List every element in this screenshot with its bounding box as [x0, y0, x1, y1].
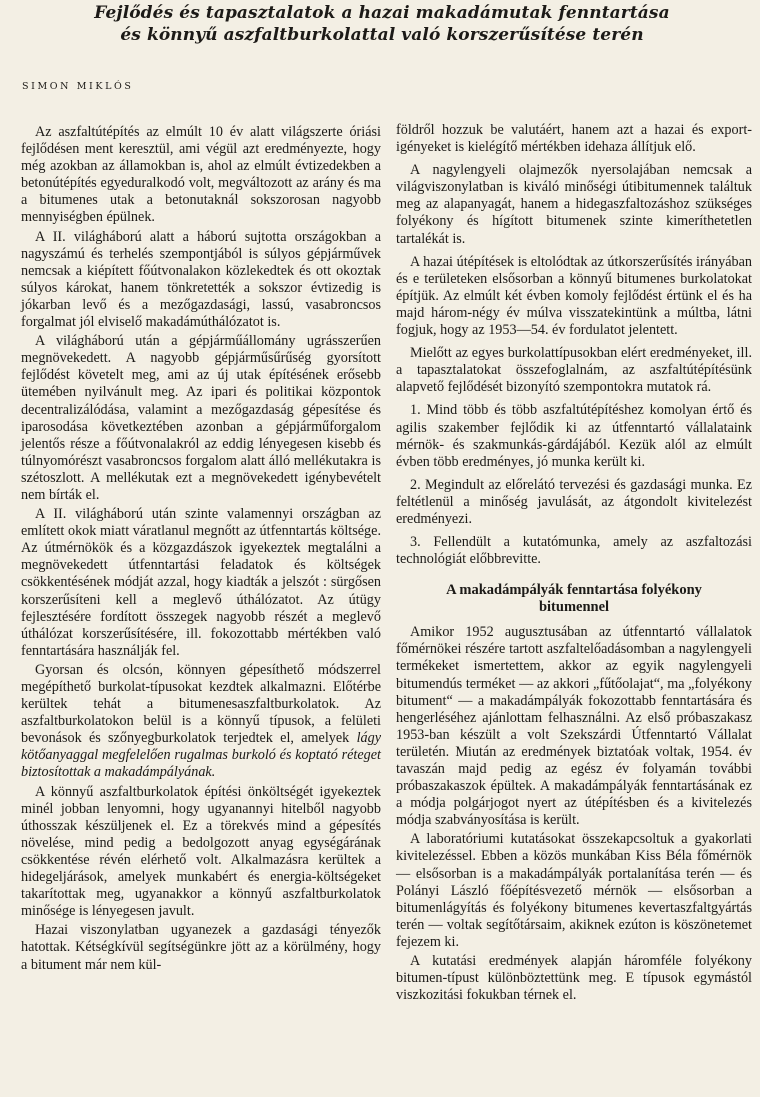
- paragraph: A nagylengyeli olajmezők nyersolajában nemcsak a világviszonylatban is kiváló minőségi útibitumennek találtuk meg az alapanyagát, hanem a hidegaszfaltozáshoz szükséges folyékony és hígított bitumenek szinte kimeríthetetlen tartalékát is.: [396, 162, 752, 247]
- paragraph: Az aszfaltútépítés az elmúlt 10 év alatt világszerte óriási fejlődésen ment keresztül, ami végül azt eredményezte, hogy még azokban az államokban is, ahol az elmúlt évtizedekben a betonútépítés egyeduralkodó volt, megváltozott az arány és ma a bitumenes utak a betonutaknál sokszorosan nagyobb mennyiségben épülnek.: [21, 124, 381, 226]
- heading-line-2: bitumennel: [538, 599, 610, 616]
- paragraph: Hazai viszonylatban ugyanezek a gazdasági tényezők hatottak. Kétségkívül segítségünkre jött az a körülmény, hogy a bitument már nem kül-: [21, 922, 381, 973]
- left-column: [21, 124, 381, 976]
- paragraph: A II. világháború alatt a háború sujtotta országokban a nagyszámú és terhelés szempontjából is súlyos gépjárművek nemcsak a kiépített főútvonalakon közlekedtek és ott okoztak súlyos károkat, hanem tönkretették a sokszor évtizedig is jókarban levő és a mezőgazdasági, lassú, vasabroncsos forgalmat jól elviselő makadámúthálózatot is.: [21, 228, 381, 331]
- paragraph: A II. világháború után szinte valamennyi országban az említett okok miatt váratlanul megnőtt az útfenntartás költsége. Az útmérnökök és a közgazdászok igyekeztek megtalálni a megnövekedett útfenntartási feladatok és költségek csökkentésének módját azzal, hogy kiadták a jelszót : sürgősen korszerűsíteni kell a meglevő úthálózatot. Az útügy fejlesztésére fordított összegek nagyobb részét a meglevő úthálózat korszerűsítésére, ill. fokozottabb mértékben való fenntartására használják fel.: [21, 506, 381, 659]
- article-title: [14, 2, 750, 46]
- paragraph-text: Gyorsan és olcsón, könnyen gépesíthető módszerrel megépíthető burkolat-típusokat kezdtek alkalmazni. Előtérbe kerültek tehát a bitumenesaszfaltburkolatok. Az aszfaltburkolatokon belül is a könnyű típusok, a felületi bevonások és szőnyegburkolatok terjedtek el, amelyek: [21, 661, 381, 747]
- paragraph: Mielőtt az egyes burkolattípusokban elért eredményeket, ill. a tapasztalatokat összefoglalnám, az aszfaltútépítésünk alapvető fejlődését bizonyító szempontokra mutatok rá.: [396, 345, 752, 396]
- paragraph: A kutatási eredmények alapján háromféle folyékony bitumen-típust különböztettünk meg. E típusok egymástól viszkozitási fokukban térnek el.: [396, 953, 752, 1004]
- paragraph: A könnyű aszfaltburkolatok építési önköltségét igyekeztek minél jobban lenyomni, hogy ugyanannyi hitelből nagyobb úthosszak készüljenek el. Ez a törekvés mind a gépesítés növelése, mind pedig a bedolgozott anyag egységárának csökkentése révén elérhető volt. Alkalmazásra kerültek a hidegeljárások, amelyek munkabért és energia-költségeket takarítottak meg, ugyanakkor a könnyű aszfaltburkolatok minősége is lényegesen javult.: [21, 783, 381, 920]
- paragraph: A hazai útépítések is eltolódtak az útkorszerűsítés irányában és e területeken elsősorban a könnyű bitumenes burkolatokat építjük. Az elmúlt két évben komoly fejlődést értünk el és ha majd három-négy év múlva visszatekintünk a múltba, látni fogjuk, hogy az 1953—54. év fordulatot jelentett.: [396, 253, 752, 339]
- paragraph-continuation: földről hozzuk be valutáért, hanem azt a hazai és export-igényeket is kielégítő mértékben idehaza állítjuk elő.: [396, 122, 752, 156]
- author-name: SIMON MIKLÓS: [22, 81, 134, 92]
- paragraph: A laboratóriumi kutatásokat összekapcsoltuk a gyakorlati kivitelezéssel. Ebben a közös munkában Kiss Béla főmérnök — elsősorban is a makadámpályák portalanítása terén — és Polányi László főépítésvezető mérnök — elsősorban a bitumenlágyítás és folyékony bitumenes kevertaszfaltgyártás terén — voltak segítőtársaim, akiknek ezúton is köszönetemet fejezem ki.: [396, 831, 752, 950]
- list-item-1: 1. Mind több és több aszfaltútépítéshez komolyan értő és agilis szakember fejlődik ki az útfenntartó vállalataink mérnök- és szakmunkás-gárdájából. Kezük alól az elmúlt évben több eredményes, jó munka került ki.: [396, 402, 752, 470]
- title-line-2: és könnyű aszfaltburkolattal való korszerűsítése terén: [120, 25, 644, 45]
- paragraph: Amikor 1952 augusztusában az útfenntartó vállalatok főmérnökei részére tartott aszfaltelőadásomban a nagylengyeli termékeket ismertettem, akkor az egyik nagylengyeli bitumendús terméket — az akkori „fűtőolajat“, ma „folyékony bitument“ — a makadámpályák fokozottabb fenntartására és hengerléséhez ajánlottam felhasználni. Az első próbaszakasz 1953-ban készült a volt Szekszárdi Útfenntartó Vállalat területén. Miután az eredmények biztatóak voltak, 1954. év tavaszán majd pedig az egész év folyamán további próbaszakaszok épültek. A makadámpályák fenntartásának ez a módja polgárjogot nyert az útépítésben és a kivitelezés módja szabványosítása is került.: [396, 624, 752, 829]
- list-item-3: 3. Fellendült a kutatómunka, amely az aszfaltozási technológiát előbbrevitte.: [396, 534, 752, 568]
- right-column: [396, 122, 752, 1006]
- heading-line-1: A makadámpályák fenntartása folyékony: [446, 582, 702, 599]
- section-heading: [396, 582, 752, 616]
- paragraph: [21, 662, 381, 782]
- list-item-2: 2. Megindult az előrelátó tervezési és gazdasági munka. Ez feltétlenül a minőség javulását, az átgondolt kivitelezést eredményezi.: [396, 476, 752, 527]
- emphasized-text: lágy kötőanyaggal megfelelően rugalmas burkoló és koptató réteget biztosítottak a makadámpályának.: [21, 730, 381, 781]
- title-line-1: Fejlődés és tapasztalatok a hazai makadámutak fenntartása: [94, 3, 670, 23]
- paragraph: A világháború után a gépjárműállomány ugrásszerűen megnövekedett. A nagyobb gépjárműsűrűség gyorsított fejlődést követelt meg, ami az új utak építésének erősebb ütemében nyilvánult meg. Az ipari és politikai központok decentralizálódása, valamint a mezőgazdaság gépesítése és iparosodása következtében azonban a gépjárműforgalom jelentős része a főútvonalakról az eddig lényegesen kisebb és túlnyomórészt vasabroncsos forgalom alatt álló mellékutakra is szétoszlott. A mellékutak ezt a megnövekedett igénybevételt nem bírták el.: [21, 333, 381, 503]
